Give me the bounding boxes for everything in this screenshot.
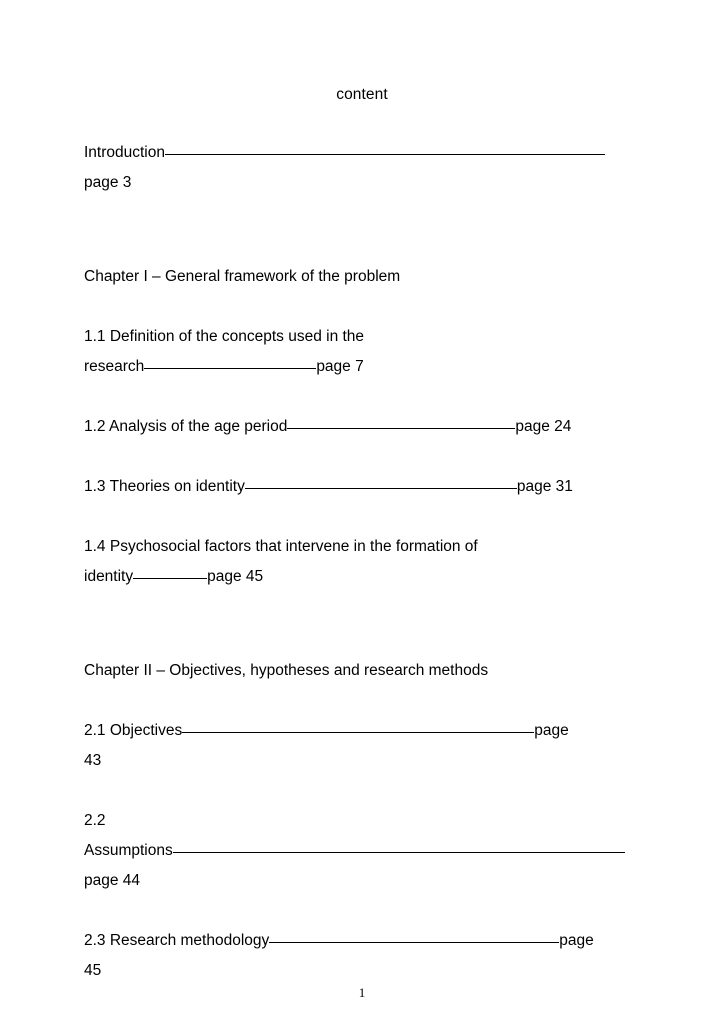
- footer-page-number: 1: [358, 985, 366, 1000]
- toc-entry-page: page 45: [207, 568, 264, 585]
- toc-entry-continuation: [84, 836, 640, 866]
- toc-entry-page: page 24: [515, 418, 572, 435]
- toc-entry-label: 1.2 Analysis of the age period: [84, 418, 288, 435]
- toc-entry-page: page: [559, 932, 594, 949]
- leader-rule: [269, 932, 559, 943]
- toc-entry-2-2: [84, 806, 640, 896]
- toc-entry-page: page 3: [84, 174, 132, 191]
- leader-rule: [144, 358, 316, 369]
- toc-entry-page-wrap: 43: [84, 752, 102, 769]
- toc-entry-page: page: [534, 722, 569, 739]
- toc-entry-label-wrap: research: [84, 358, 145, 375]
- toc-entry-number: 2.2: [84, 812, 106, 829]
- toc-entry-2-3: [84, 926, 640, 986]
- toc-entry-label: 1.1 Definition of the concepts used in the: [84, 328, 365, 345]
- toc-entry-page: page 7: [316, 358, 364, 375]
- toc-entry-1-2: [84, 412, 640, 442]
- toc-entry-2-1: [84, 716, 640, 776]
- toc-entry-label: 2.3 Research methodology: [84, 932, 270, 949]
- toc-entry-page: page 44: [84, 872, 141, 889]
- toc-entry-1-4: [84, 532, 640, 592]
- table-of-contents: [84, 80, 640, 1016]
- leader-rule: [245, 478, 517, 489]
- toc-entry-continuation: [84, 352, 640, 382]
- toc-entry-label: Introduction: [84, 144, 165, 161]
- leader-rule: [133, 568, 207, 579]
- toc-entry-1-3: [84, 472, 640, 502]
- toc-entry-introduction: [84, 138, 640, 198]
- toc-entry-page: page 31: [516, 478, 573, 495]
- spacer: [84, 622, 640, 656]
- leader-rule: [165, 144, 605, 155]
- leader-rule: [182, 722, 534, 733]
- toc-chapter-heading-1: Chapter I – General framework of the problem: [84, 268, 401, 285]
- leader-rule: [173, 842, 625, 853]
- toc-entry-continuation: [84, 562, 640, 592]
- page-title: content: [336, 86, 388, 103]
- toc-entry-1-1: [84, 322, 640, 382]
- toc-chapter-heading-2: Chapter II – Objectives, hypotheses and research methods: [84, 662, 489, 679]
- toc-entry-label: 2.1 Objectives: [84, 722, 183, 739]
- toc-entry-label-wrap: identity: [84, 568, 134, 585]
- toc-entry-label: Assumptions: [84, 842, 173, 859]
- toc-entry-label: 1.3 Theories on identity: [84, 478, 245, 495]
- toc-entry-label: 1.4 Psychosocial factors that intervene in the formation of: [84, 538, 478, 555]
- toc-entry-page-wrap: 45: [84, 962, 102, 979]
- spacer: [84, 228, 640, 262]
- leader-rule: [287, 418, 515, 429]
